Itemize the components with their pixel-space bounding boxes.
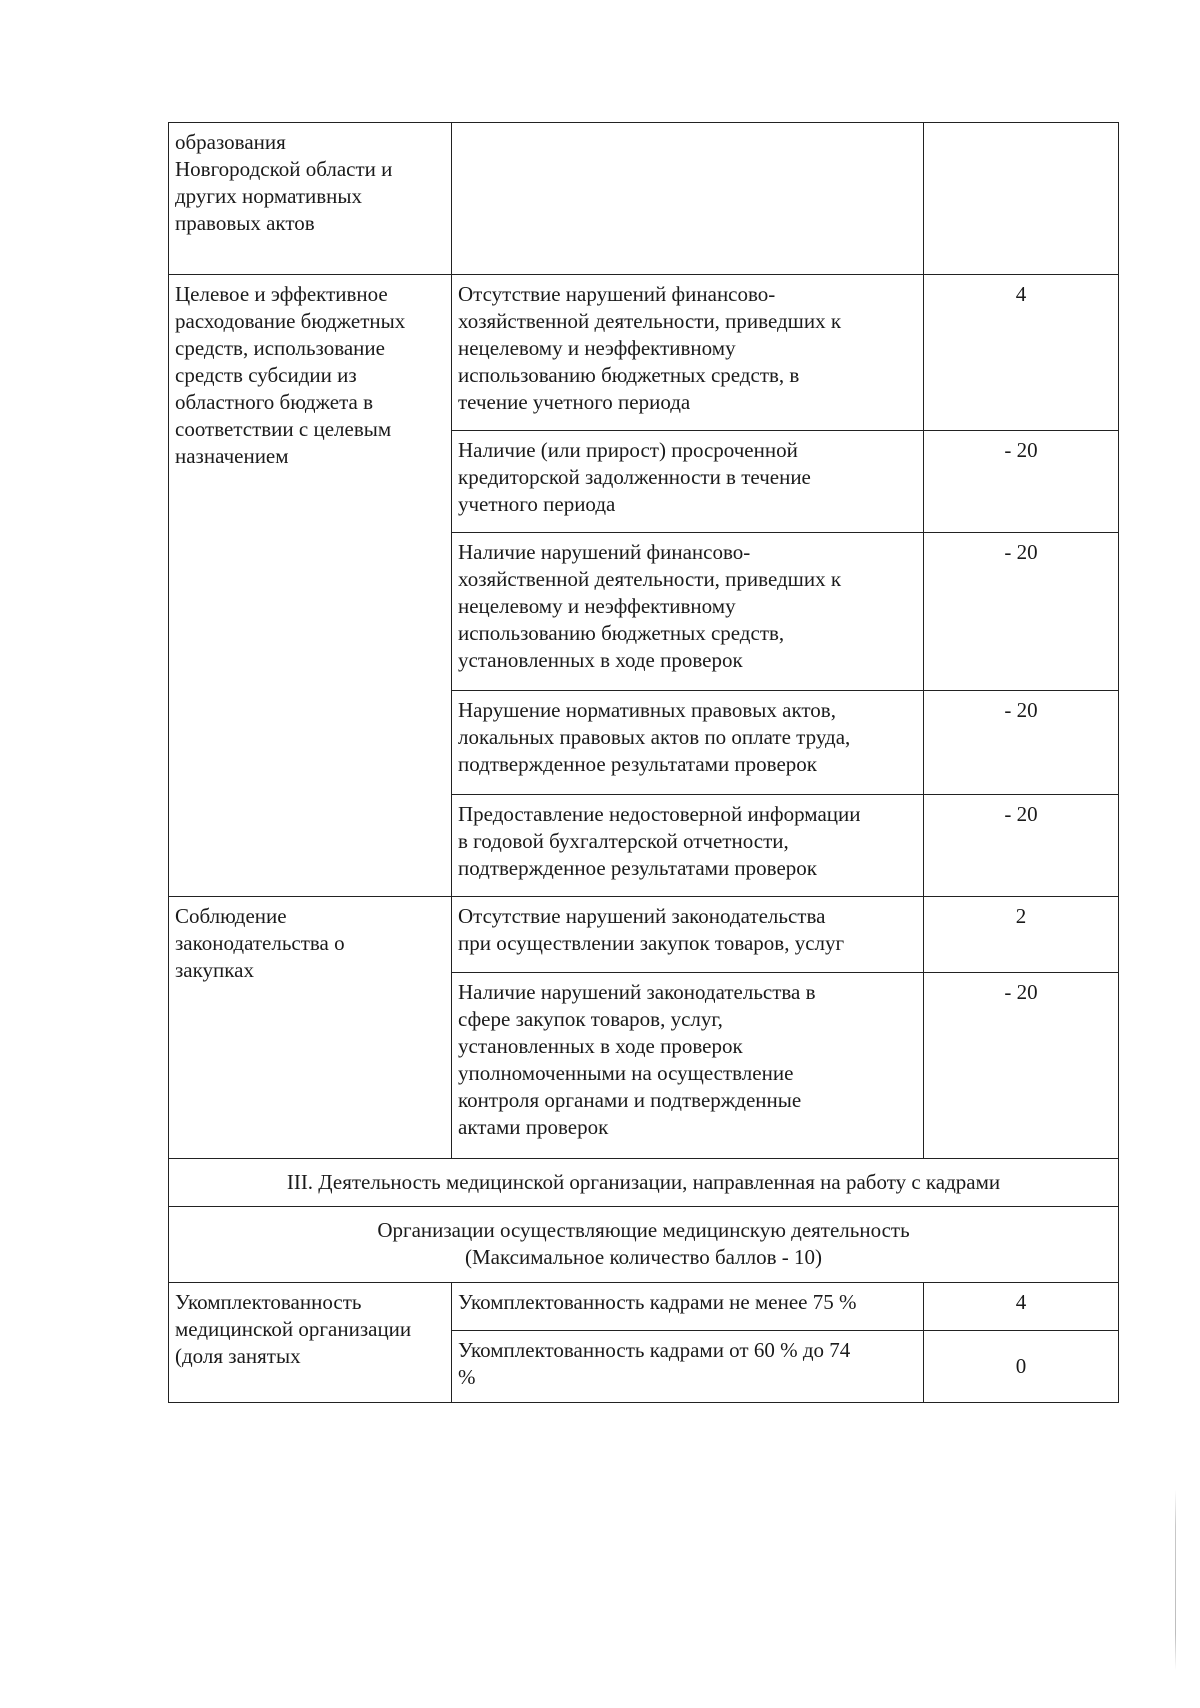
scan-artifact-line: [1175, 1490, 1176, 1670]
score-cell: [924, 123, 1119, 275]
indicator-cell: Наличие (или прирост) просроченной кредиторской задолженности в течение учетного периода: [452, 431, 924, 533]
indicator-cell: Наличие нарушений законодательства в сфере закупок товаров, услуг, установленных в ходе проверок уполномоченными на осуществление контроля органами и подтвержденные актами проверок: [452, 973, 924, 1159]
score-cell: - 20: [924, 431, 1119, 533]
indicator-cell: Отсутствие нарушений законодательства при осуществлении закупок товаров, услуг: [452, 897, 924, 973]
score-cell: 0: [924, 1331, 1119, 1403]
indicator-cell: Укомплектованность кадрами от 60 % до 74 %: [452, 1331, 924, 1403]
criterion-cell: Укомплектованность медицинской организации (доля занятых: [169, 1283, 452, 1403]
table-row: [169, 1283, 1119, 1331]
score-cell: - 20: [924, 795, 1119, 897]
indicator-cell: Нарушение нормативных правовых актов, локальных правовых актов по оплате труда, подтвержденное результатами проверок: [452, 691, 924, 795]
score-cell: - 20: [924, 533, 1119, 691]
indicator-cell: [452, 123, 924, 275]
indicator-cell: Наличие нарушений финансово- хозяйственной деятельности, приведших к нецелевому и неэффективному использованию бюджетных средств, установленных в ходе проверок: [452, 533, 924, 691]
indicator-cell: Укомплектованность кадрами не менее 75 %: [452, 1283, 924, 1331]
table-row: [169, 1159, 1119, 1207]
score-cell: - 20: [924, 973, 1119, 1159]
table-row: [169, 897, 1119, 973]
criteria-table: [168, 122, 1119, 1403]
score-cell: 4: [924, 275, 1119, 431]
score-cell: - 20: [924, 691, 1119, 795]
criterion-cell: образования Новгородской области и других нормативных правовых актов: [169, 123, 452, 275]
criterion-cell: Целевое и эффективное расходование бюджетных средств, использование средств субсидии из областного бюджета в соответствии с целевым назначением: [169, 275, 452, 897]
indicator-cell: Отсутствие нарушений финансово- хозяйственной деятельности, приведших к нецелевому и неэффективному использованию бюджетных средств, в течение учетного периода: [452, 275, 924, 431]
subsection-heading: Организации осуществляющие медицинскую деятельность (Максимальное количество баллов - 10): [169, 1207, 1119, 1283]
criterion-cell: Соблюдение законодательства о закупках: [169, 897, 452, 1159]
indicator-cell: Предоставление недостоверной информации в годовой бухгалтерской отчетности, подтвержденное результатами проверок: [452, 795, 924, 897]
table-row: [169, 123, 1119, 275]
score-cell: 2: [924, 897, 1119, 973]
table-row: [169, 1207, 1119, 1283]
section-heading: III. Деятельность медицинской организации, направленная на работу с кадрами: [169, 1159, 1119, 1207]
table-row: [169, 275, 1119, 431]
score-cell: 4: [924, 1283, 1119, 1331]
